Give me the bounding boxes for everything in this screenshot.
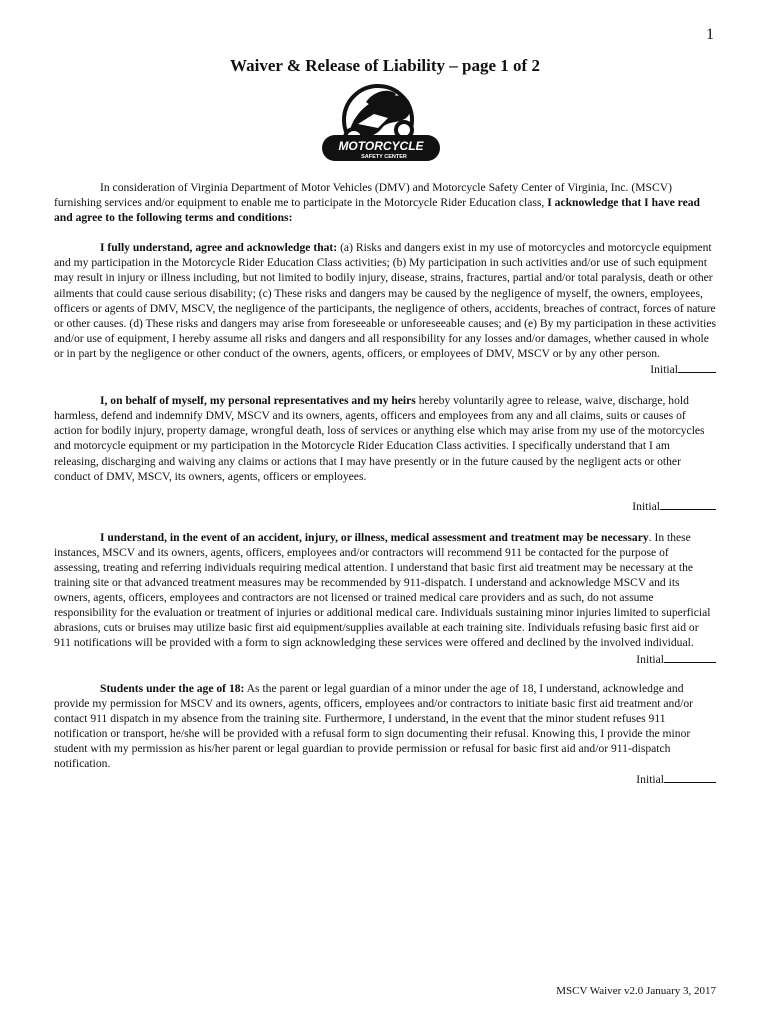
initial-label: Initial [636, 773, 664, 787]
section-release-heading: I, on behalf of myself, my personal representatives and my heirs [100, 394, 416, 408]
initial-label: Initial [650, 363, 678, 377]
logo-line1: MOTORCYCLE [338, 139, 424, 153]
page-number: 1 [706, 26, 714, 43]
section-release-text: hereby voluntarily agree to release, waive, discharge, hold harmless, defend and indemnify DMV, MSCV and its owners, agents, officers and employees from any and all claims, suits or causes of action for bodily injury, property damage, wrongful death, loss of services or anything else which may arise from my use of the motorcycles and motorcycle equipment or my participation in the Motorcycle Rider Education Class activities. I specifically understand that I am releasing, discharging and waiving any claims or actions that I may have presently or in the future caused by the negligent acts or other conduct of DMV, MSCV, its owners, agents, officers or employees. [54, 394, 705, 483]
section-minors-text: As the parent or legal guardian of a minor under the age of 18, I understand, acknowledge and provide my permission for MSCV and its owners, agents, officers, employees and/or contractors to initiate basic first aid treatment and/or contact 911 dispatch in my absence from the training site. Furthermore, I understand, in the event that the minor student refuses 911 notification or transport, he/she will be provided with a refusal form to sign documenting their refusal. Knowing this, I provide the minor student with my permission as his/her parent or legal guardian to provide permission or refusal for basic first aid and/or 911-dispatch notification. [54, 681, 694, 771]
section-release [54, 393, 716, 484]
section-medical-text: . In these instances, MSCV and its owners, agents, officers, employees and/or contractors will recommend 911 be contacted for the purpose of assessing, treating and referring individuals requiring medical attention. I understand that basic first aid treatment may be necessary at the training site or that advanced treatment measures may be recommended by 911-dispatch. I understand and acknowledge MSCV and its owners, agents, officers, employees and contractors are not licensed or trained medical care providers and as such, do not assume responsibility for the evaluation or treatment of injuries or additional medical care. Individuals sustaining minor injuries limited to superficial abrasions, cuts or bruises may utilize basic first aid equipment/supplies available at each training site. Individuals refusing basic first aid or 911 notifications will be provided with a form to sign acknowledging these services were offered and declined by the involved individual. [54, 530, 711, 650]
initial-label: Initial [632, 499, 660, 513]
initial-line[interactable] [660, 498, 716, 510]
initial-line[interactable] [664, 771, 716, 783]
section-medical [54, 530, 716, 651]
section-medical-heading: I understand, in the event of an accident, injury, or illness, medical assessment and treatment may be necessary [100, 530, 649, 544]
footer-version: MSCV Waiver v2.0 January 3, 2017 [556, 985, 716, 997]
logo-line2: SAFETY CENTER [361, 154, 407, 160]
initial-line[interactable] [664, 651, 716, 663]
section-minors [54, 681, 716, 772]
initial-field-4[interactable] [54, 771, 716, 787]
intro-paragraph [54, 180, 716, 225]
initial-label: Initial [636, 652, 664, 666]
initial-field-2[interactable] [54, 498, 716, 514]
waiver-body [54, 180, 716, 787]
section-risks [54, 240, 716, 361]
intro-text: In consideration of Virginia Department of Motor Vehicles (DMV) and Motorcycle Safety Center of Virginia, Inc. (MSCV) furnishing services and/or equipment to enable me to participate in the Motorcycle Rider Education class, [54, 181, 672, 210]
section-risks-text: (a) Risks and dangers exist in my use of motorcycles and motorcycle equipment and my participation in the Motorcycle Rider Education Class activities; (b) My participation in such activities and/or use of such equipment may result in injury or illness including, but not limited to bodily injury, disease, strains, fractures, partial and/or total paralysis, death or other ailments that could cause serious disability; (c) These risks and dangers may be caused by the negligence of myself, the owners, employees, officers or agents of DMV, MSCV, the negligence of the participants, the negligence of others, accidents, breaches of contract, forces of nature or other causes. (d) These risks and dangers may arise from foreseeable or unforeseeable causes; and (e) By my participation in these activities and/or use of equipment, I hereby assume all risks and dangers and all responsibility for any losses and/or damages, whether caused in whole or in part by the negligence or other conduct of the owners, agents, officers, or employees of DMV, MSCV or by any other person. [54, 241, 716, 360]
motorcycle-rider-logo [318, 80, 448, 170]
initial-line[interactable] [678, 361, 716, 373]
intro-bold: I acknowledge that I have read and agree to the following terms and conditions: [54, 196, 700, 225]
section-minors-heading: Students under the age of 18: [100, 681, 245, 695]
section-risks-heading: I fully understand, agree and acknowledge that: [100, 241, 338, 255]
initial-field-3[interactable] [54, 651, 716, 667]
page-title: Waiver & Release of Liability – page 1 of 2 [230, 56, 540, 75]
initial-field-1[interactable] [54, 361, 716, 377]
